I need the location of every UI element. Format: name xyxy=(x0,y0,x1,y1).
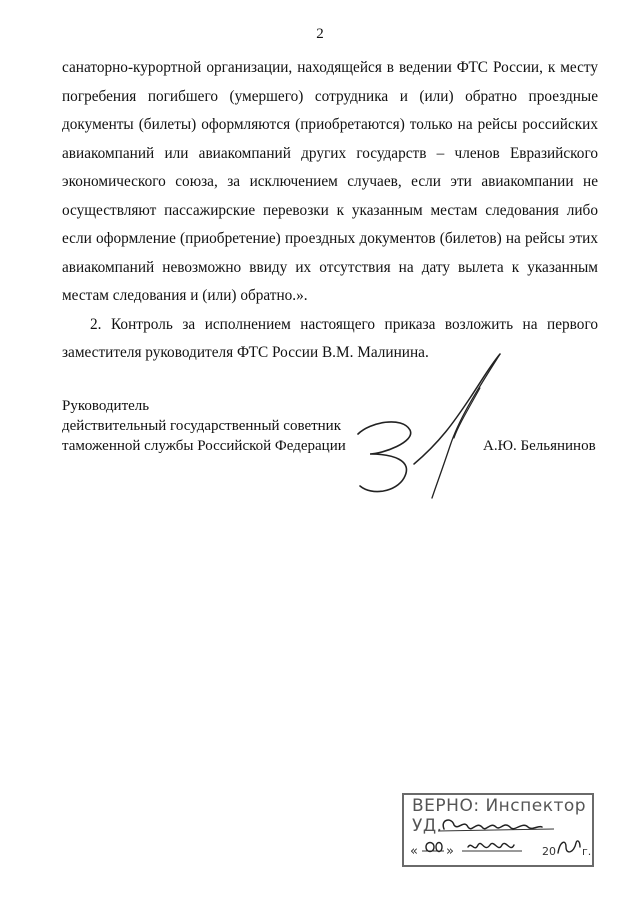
page-number: 2 xyxy=(316,26,324,42)
paragraph-control: 2. Контроль за исполнением настоящего приказа возложить на первого заместителя руководителя ФТС России В.М. Малинина. xyxy=(62,315,598,361)
document-body xyxy=(62,54,598,368)
paragraph-continuation: санаторно-курортной организации, находящейся в ведении ФТС России, к месту погребения погибшего (умершего) сотрудника и (или) обратно проездные документы (билеты) оформляются (приобретаются) только на рейсы российских авиакомпаний или авиакомпаний других государств – членов Евразийского экономического союза, за исключением случаев, если эти авиакомпании не осуществляют пассажирские перевозки к указанным местам следования либо если оформление (приобретение) проездных документов (билетов) на рейсы этих авиакомпаний невозможно ввиду их отсутствия на дату вылета к указанным местам следования и (или) обратно.». xyxy=(62,59,598,304)
svg-text:»: » xyxy=(446,844,454,859)
signatory-title-line1: Руководитель xyxy=(62,398,150,414)
svg-text:«: « xyxy=(410,844,418,859)
signatory-title xyxy=(62,396,346,456)
handwritten-signature xyxy=(330,346,530,506)
signatory-title-line2: действительный государственный советник xyxy=(62,418,342,434)
signatory-name: А.Ю. Бельянинов xyxy=(483,438,596,454)
stamp-title: ВЕРНО: Инспектор УД. xyxy=(412,796,587,836)
stamp-handwriting xyxy=(404,795,592,865)
signatory-title-line3: таможенной службы Российской Федерации xyxy=(62,438,346,454)
certification-stamp xyxy=(402,793,594,867)
svg-text:г.: г. xyxy=(582,845,592,858)
svg-text:20: 20 xyxy=(542,845,556,858)
